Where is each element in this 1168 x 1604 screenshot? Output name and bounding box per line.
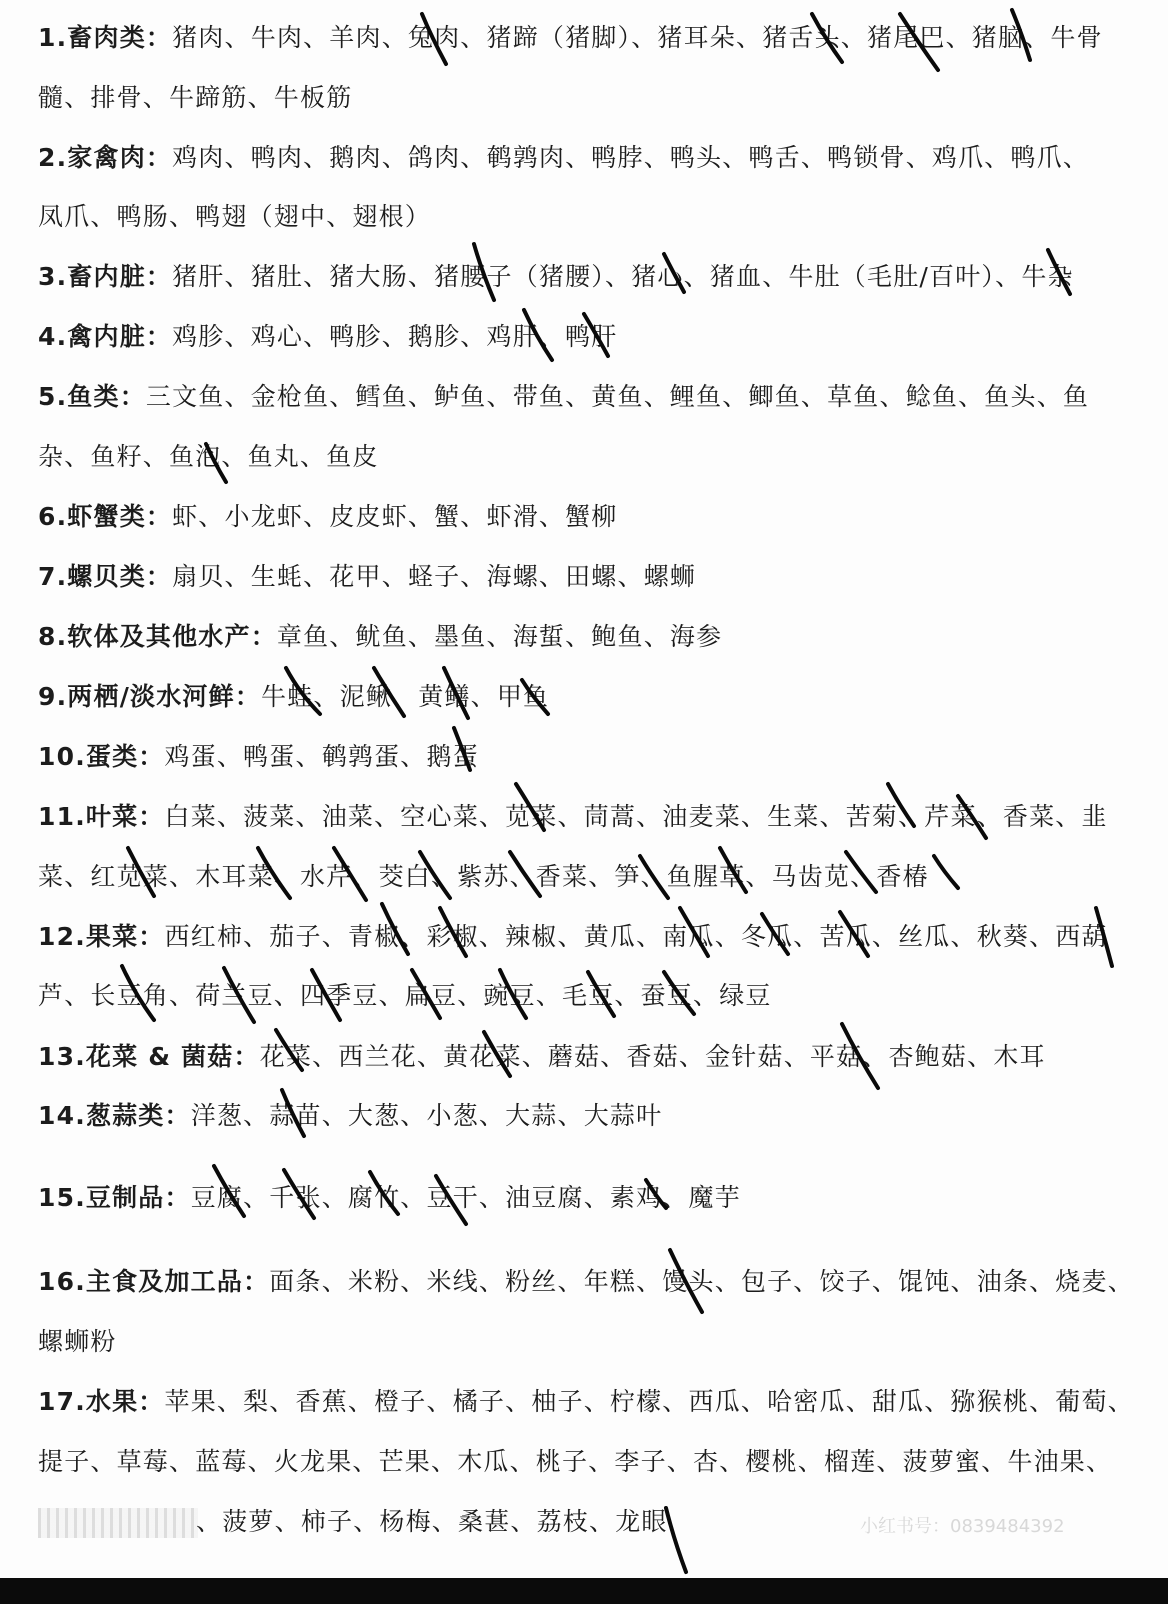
blurred-text-fragment [38, 1508, 198, 1538]
line-18 [38, 1041, 1046, 1073]
food-items: 西红柿、茄子、青椒、彩椒、辣椒、黄瓜、南瓜、冬瓜、苦瓜、丝瓜、秋葵、西葫 [164, 922, 1108, 951]
line-4 [38, 201, 431, 233]
category-label: 13.花菜 & 菌菇： [38, 1042, 260, 1071]
category-label: 2.家禽肉： [38, 143, 173, 172]
line-22 [38, 1326, 117, 1358]
food-items: 菜、红苋菜、木耳菜、水芹、茭白、紫苏、香菜、笋、鱼腥草、马齿苋、香椿 [38, 862, 929, 891]
category-label: 9.两栖/淡水河鲜： [38, 682, 262, 711]
line-20 [38, 1182, 741, 1214]
food-items: 牛蛙、泥鳅、黄鳝、甲鱼 [261, 682, 550, 711]
food-items: 鸡肉、鸭肉、鹅肉、鸽肉、鹌鹑肉、鸭脖、鸭头、鸭舌、鸭锁骨、鸡爪、鸭爪、 [172, 143, 1090, 172]
line-11 [38, 621, 722, 653]
food-items: 三文鱼、金枪鱼、鳕鱼、鲈鱼、带鱼、黄鱼、鲤鱼、鲫鱼、草鱼、鲶鱼、鱼头、鱼 [145, 382, 1090, 411]
category-label: 6.虾蟹类： [38, 502, 173, 531]
food-items: 猪肉、牛肉、羊肉、兔肉、猪蹄（猪脚）、猪耳朵、猪舌头、猪尾巴、猪脑、牛骨 [172, 23, 1103, 52]
line-10 [38, 561, 696, 593]
category-label: 5.鱼类： [38, 382, 146, 411]
food-items: 提子、草莓、蓝莓、火龙果、芒果、木瓜、桃子、李子、杏、樱桃、榴莲、菠萝蜜、牛油果、 [38, 1447, 1113, 1476]
food-items: 凤爪、鸭肠、鸭翅（翅中、翅根） [38, 202, 432, 231]
line-5 [38, 261, 1074, 293]
food-items: 面条、米粉、米线、粉丝、年糕、馒头、包子、饺子、馄饨、油条、烧麦、 [269, 1267, 1134, 1296]
category-label: 10.蛋类： [38, 742, 165, 771]
line-14 [38, 801, 1108, 833]
strike-mark [934, 856, 958, 888]
food-items: 芦、长豆角、荷兰豆、四季豆、扁豆、豌豆、毛豆、蚕豆、绿豆 [38, 981, 772, 1010]
food-items: 髓、排骨、牛蹄筋、牛板筋 [38, 83, 353, 112]
food-items: 虾、小龙虾、皮皮虾、蟹、虾滑、蟹柳 [172, 502, 618, 531]
category-label: 8.软体及其他水产： [38, 622, 277, 651]
watermark: 小红书号：0839484392 [860, 1516, 1065, 1537]
strike-mark [666, 1508, 686, 1572]
food-items: 扇贝、生蚝、花甲、蛏子、海螺、田螺、螺蛳 [172, 562, 697, 591]
line-17 [38, 980, 772, 1012]
bottom-border-band [0, 1578, 1168, 1604]
food-items: 豆腐、千张、腐竹、豆干、油豆腐、素鸡、魔芋 [190, 1183, 741, 1212]
food-items: 螺蛳粉 [38, 1327, 117, 1356]
category-label: 4.禽内脏： [38, 322, 173, 351]
line-13 [38, 741, 479, 773]
line-15 [38, 861, 929, 893]
food-items: 杂、鱼籽、鱼泡、鱼丸、鱼皮 [38, 442, 379, 471]
line-1 [38, 22, 1103, 54]
line-2 [38, 82, 352, 114]
food-items: 花菜、西兰花、黄花菜、蘑菇、香菇、金针菇、平菇、杏鲍菇、木耳 [259, 1042, 1046, 1071]
category-label: 1.畜肉类： [38, 23, 173, 52]
category-label: 3.畜内脏： [38, 262, 173, 291]
line-16 [38, 921, 1108, 953]
food-items: 鸡蛋、鸭蛋、鹌鹑蛋、鹅蛋 [164, 742, 479, 771]
category-label: 15.豆制品： [38, 1183, 191, 1212]
category-label: 11.叶菜： [38, 802, 165, 831]
category-label: 7.螺贝类： [38, 562, 173, 591]
line-9 [38, 501, 618, 533]
category-label: 12.果菜： [38, 922, 165, 951]
line-23 [38, 1386, 1134, 1418]
line-7 [38, 381, 1089, 413]
food-items: 洋葱、蒜苗、大葱、小葱、大蒜、大蒜叶 [190, 1101, 663, 1130]
line-25 [196, 1506, 668, 1538]
line-3 [38, 142, 1089, 174]
line-21 [38, 1266, 1134, 1298]
line-6 [38, 321, 618, 353]
line-12 [38, 681, 549, 713]
food-items: 、菠萝、柿子、杨梅、桑葚、荔枝、龙眼 [196, 1507, 668, 1536]
food-items: 苹果、梨、香蕉、橙子、橘子、柚子、柠檬、西瓜、哈密瓜、甜瓜、猕猴桃、葡萄、 [164, 1387, 1134, 1416]
category-label: 17.水果： [38, 1387, 165, 1416]
food-items: 猪肝、猪肚、猪大肠、猪腰子（猪腰）、猪心、猪血、牛肚（毛肚/百叶）、牛杂 [172, 262, 1074, 291]
food-items: 白菜、菠菜、油菜、空心菜、苋菜、茼蒿、油麦菜、生菜、苦菊、芹菜、香菜、韭 [164, 802, 1108, 831]
food-items: 章鱼、鱿鱼、墨鱼、海蜇、鲍鱼、海参 [276, 622, 723, 651]
line-19 [38, 1100, 662, 1132]
line-8 [38, 441, 379, 473]
category-label: 14.葱蒜类： [38, 1101, 191, 1130]
food-items: 鸡胗、鸡心、鸭胗、鹅胗、鸡肝、鸭肝 [172, 322, 618, 351]
category-label: 16.主食及加工品： [38, 1267, 270, 1296]
line-24 [38, 1446, 1112, 1478]
